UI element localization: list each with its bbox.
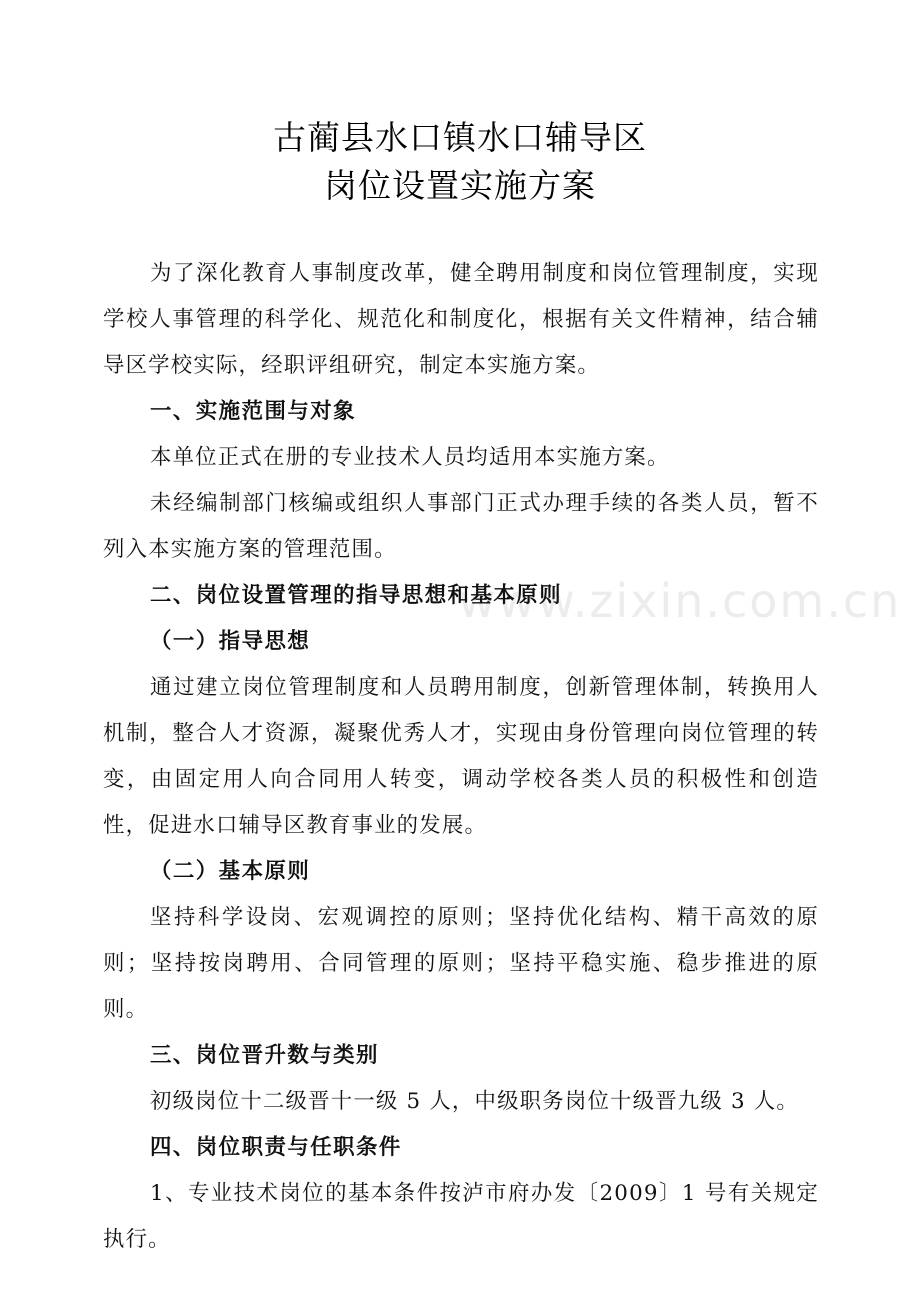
section-heading-2: 二、岗位设置管理的指导思想和基本原则 <box>150 583 563 608</box>
section-heading-3: 三、岗位晋升数与类别 <box>150 1043 379 1068</box>
watermark: www.zixin.com.cn <box>458 574 902 628</box>
subsection-heading-2-2: （二）基本原则 <box>150 859 311 884</box>
section-3-paragraph: 初级岗位十二级晋十一级 5 人，中级职务岗位十级晋九级 3 人。 <box>150 1089 799 1114</box>
section-4-paragraph: 1、专业技术岗位的基本条件按泸市府办发〔2009〕1 号有关规定执行。 <box>103 1181 819 1252</box>
section-1-paragraph-b: 未经编制部门核编或组织人事部门正式办理手续的各类人员，暂不列入本实施方案的管理范围。 <box>103 491 819 562</box>
document-title-line-2: 岗位设置实施方案 <box>324 166 596 205</box>
section-2-paragraph-b: 坚持科学设岗、宏观调控的原则；坚持优化结构、精干高效的原则；坚持按岗聘用、合同管理的原则；坚持平稳实施、稳步推进的原则。 <box>103 905 819 1022</box>
section-heading-1: 一、实施范围与对象 <box>150 399 357 424</box>
document-body <box>103 251 819 1263</box>
document-title-line-1: 古蔺县水口镇水口辅导区 <box>273 118 647 157</box>
section-1-paragraph-a: 本单位正式在册的专业技术人员均适用本实施方案。 <box>150 445 670 470</box>
subsection-heading-2-1: （一）指导思想 <box>150 629 311 654</box>
section-heading-4: 四、岗位职责与任职条件 <box>150 1135 402 1160</box>
intro-paragraph: 为了深化教育人事制度改革，健全聘用制度和岗位管理制度，实现学校人事管理的科学化、规范化和制度化，根据有关文件精神，结合辅导区学校实际，经职评组研究，制定本实施方案。 <box>103 261 819 378</box>
section-2-paragraph-a: 通过建立岗位管理制度和人员聘用制度，创新管理体制，转换用人机制，整合人才资源，凝聚优秀人才，实现由身份管理向岗位管理的转变，由固定用人向合同用人转变，调动学校各类人员的积极性和创造性，促进水口辅导区教育事业的发展。 <box>103 675 819 838</box>
